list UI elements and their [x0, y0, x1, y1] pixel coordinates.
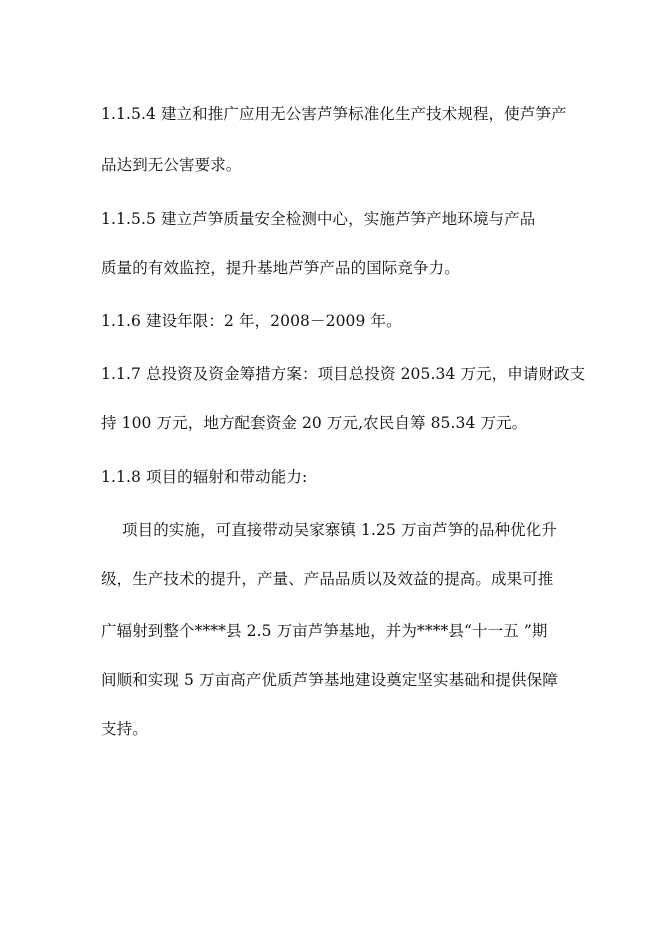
section-1-1-5-4-line-2: 品达到无公害要求。 [101, 156, 242, 174]
paragraph-line-4: 间顺和实现 5 万亩高产优质芦笋基地建设奠定坚实基础和提供保障 [101, 671, 558, 689]
paragraph-line-2: 级，生产技术的提升，产量、产品品质以及效益的提高。成果可推 [101, 570, 554, 588]
paragraph-line-3: 广辐射到整个****县 2.5 万亩芦笋基地，并为****县“十一五 ”期 [101, 622, 548, 640]
section-1-1-6-line: 1.1.6 建设年限：2 年，2008－2009 年。 [101, 312, 402, 330]
section-1-1-5-5-line-1: 1.1.5.5 建立芦笋质量安全检测中心，实施芦笋产地环境与产品 [101, 210, 536, 228]
section-1-1-5-5-line-2: 质量的有效监控，提升基地芦笋产品的国际竞争力。 [101, 259, 460, 277]
section-1-1-7-line-2: 持 100 万元，地方配套资金 20 万元,农民自筹 85.34 万元。 [101, 414, 528, 432]
section-1-1-8-heading: 1.1.8 项目的辐射和带动能力: [101, 468, 308, 486]
section-1-1-7-line-1: 1.1.7 总投资及资金筹措方案：项目总投资 205.34 万元，申请财政支 [101, 365, 586, 383]
section-1-1-5-4-line-1: 1.1.5.4 建立和推广应用无公害芦笋标准化生产技术规程，使芦笋产 [101, 105, 567, 123]
paragraph-line-5: 支持。 [101, 720, 148, 738]
paragraph-line-1: 项目的实施，可直接带动吴家寨镇 1.25 万亩芦笋的品种优化升 [122, 521, 557, 539]
